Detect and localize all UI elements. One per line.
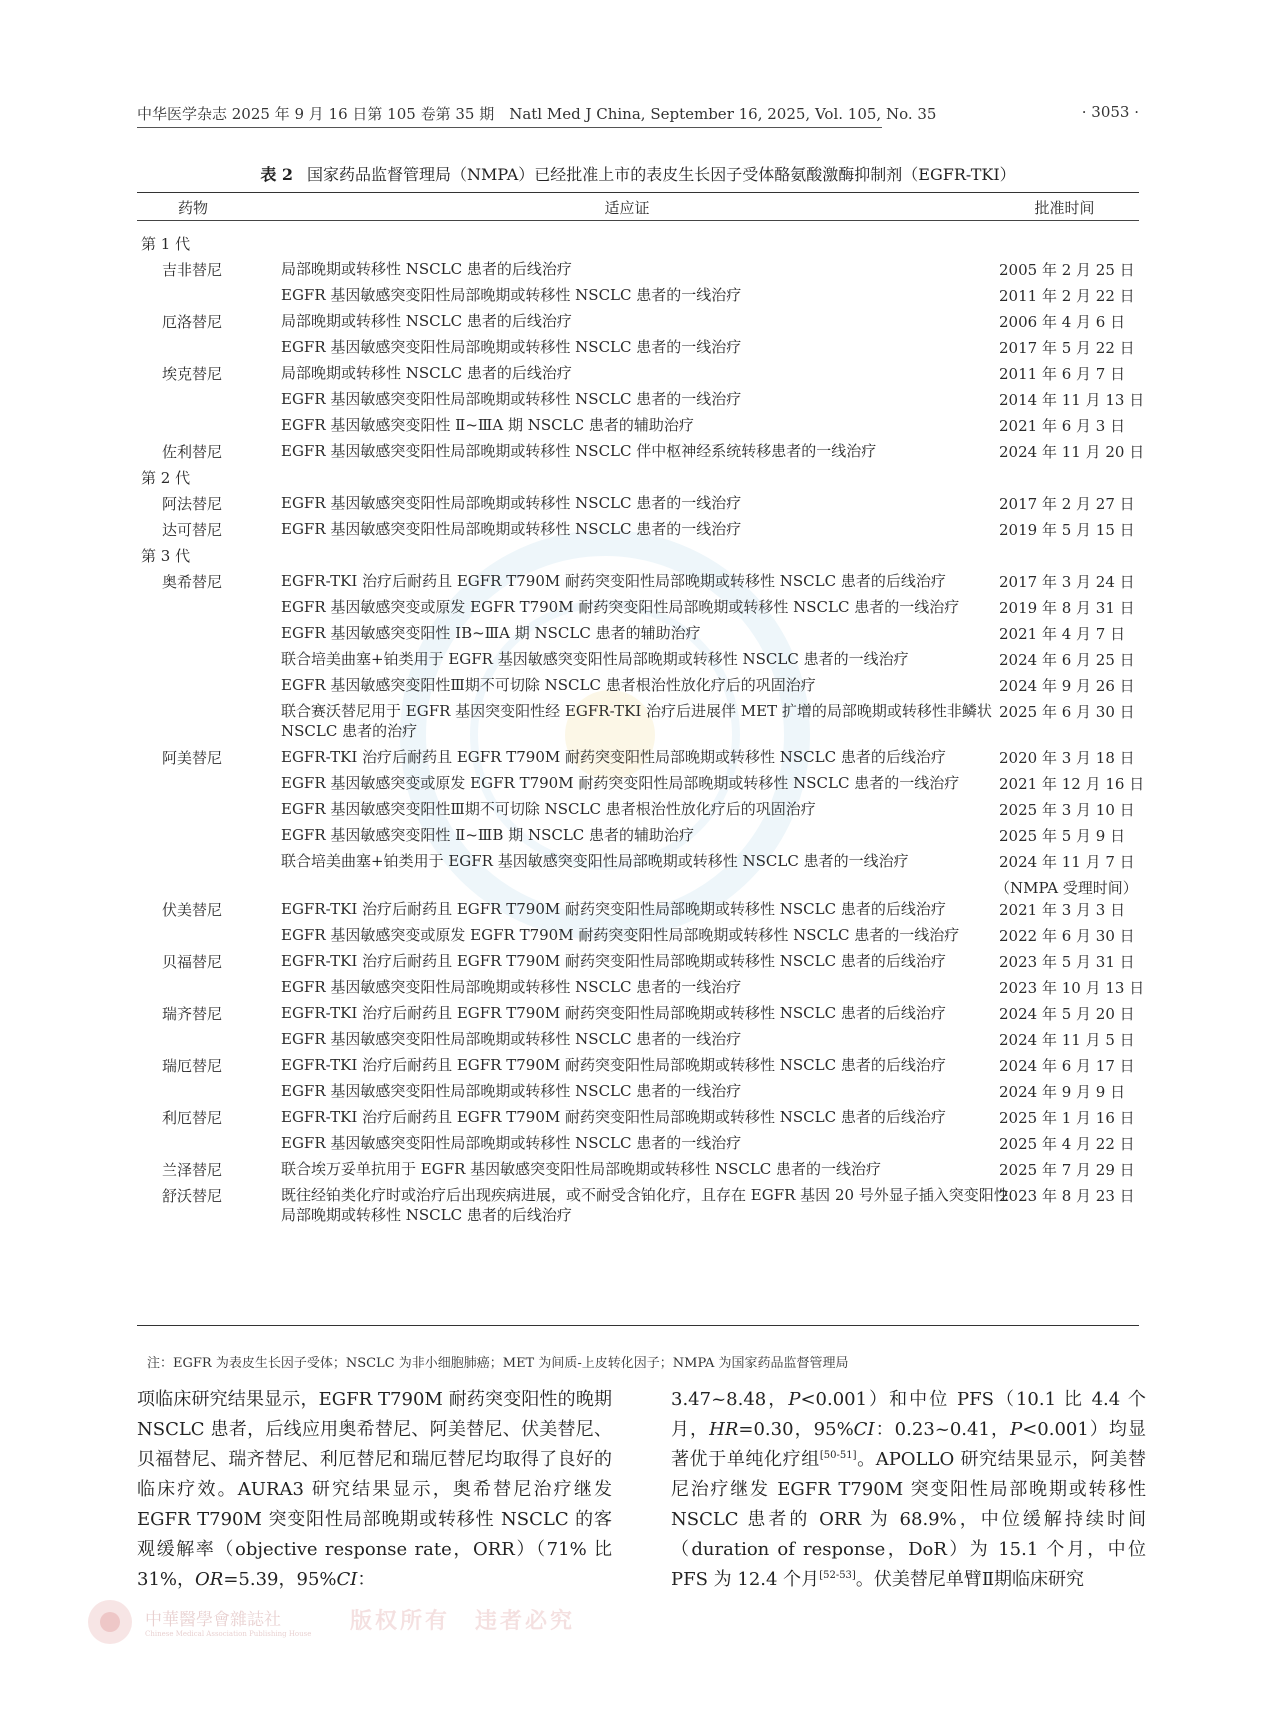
approval-date: 2019 年 8 月 31 日: [999, 599, 1135, 617]
approval-date: 2021 年 3 月 3 日: [999, 901, 1126, 919]
drug-name: 奥希替尼: [162, 573, 223, 591]
indication: 局部晚期或转移性 NSCLC 患者的后线治疗: [281, 312, 572, 330]
citation-ref: [52-53]: [819, 1570, 856, 1581]
approval-date: 2024 年 9 月 9 日: [999, 1083, 1126, 1101]
drug-name: 佐利替尼: [162, 443, 223, 461]
indication: 联合埃万妥单抗用于 EGFR 基因敏感突变阳性局部晚期或转移性 NSCLC 患者的一线治疗: [281, 1160, 882, 1178]
generation-label: 第 3 代: [141, 547, 191, 565]
drug-name: 阿法替尼: [162, 495, 223, 513]
body-column-left: 项临床研究结果显示，EGFR T790M 耐药突变阳性的晚期 NSCLC 患者，后线应用奥希替尼、阿美替尼、伏美替尼、贝福替尼、瑞齐替尼、利厄替尼和瑞厄替尼均取得了良好的临床疗效。AURA3 研究结果显示，奥希替尼治疗继发 EGFR T790M 突变阳性局部晚期或转移性 NSCLC 的客观缓解率（objective response rate，ORR）（71% 比 31%，OR=5.39，95%CI：: [137, 1389, 612, 1590]
drug-name: 厄洛替尼: [162, 313, 223, 331]
indication: EGFR-TKI 治疗后耐药且 EGFR T790M 耐药突变阳性局部晚期或转移性 NSCLC 患者的后线治疗: [281, 1108, 946, 1126]
generation-label: 第 2 代: [141, 469, 191, 487]
journal-citation: 中华医学杂志 2025 年 9 月 16 日第 105 卷第 35 期 Natl Med J China, September 16, 2025, Vol. 105, No. 35: [137, 105, 937, 123]
indication: EGFR-TKI 治疗后耐药且 EGFR T790M 耐药突变阳性局部晚期或转移性 NSCLC 患者的后线治疗: [281, 572, 946, 590]
indication: 局部晚期或转移性 NSCLC 患者的后线治疗: [281, 260, 572, 278]
approval-date: 2025 年 4 月 22 日: [999, 1135, 1135, 1153]
indication: EGFR 基因敏感突变阳性局部晚期或转移性 NSCLC 患者的一线治疗: [281, 286, 742, 304]
table-header: [137, 193, 1139, 220]
drug-table: [137, 192, 1145, 1316]
approval-date: 2014 年 11 月 13 日: [999, 391, 1145, 409]
indication: EGFR 基因敏感突变阳性局部晚期或转移性 NSCLC 患者的一线治疗: [281, 1082, 742, 1100]
table-footnote: 注：EGFR 为表皮生长因子受体；NSCLC 为非小细胞肺癌；MET 为间质-上皮转化因子；NMPA 为国家药品监督管理局: [147, 1356, 849, 1371]
indication: EGFR 基因敏感突变阳性局部晚期或转移性 NSCLC 患者的一线治疗: [281, 494, 742, 512]
approval-date: 2024 年 11 月 20 日: [999, 443, 1145, 461]
drug-name: 舒沃替尼: [162, 1187, 223, 1205]
indication: EGFR 基因敏感突变阳性Ⅲ期不可切除 NSCLC 患者根治性放化疗后的巩固治疗: [281, 676, 816, 694]
copyright-slogan: 版权所有 违者必究: [350, 1608, 576, 1634]
drug-name: 伏美替尼: [162, 901, 223, 919]
publisher-logo-icon: [88, 1600, 132, 1644]
indication: 联合培美曲塞+铂类用于 EGFR 基因敏感突变阳性局部晚期或转移性 NSCLC 患者的一线治疗: [281, 852, 909, 870]
drug-name: 利厄替尼: [162, 1109, 223, 1127]
drug-name: 阿美替尼: [162, 749, 223, 767]
body-column-right: 3.47~8.48，P<0.001）和中位 PFS（10.1 比 4.4 个月，HR=0.30，95%CI：0.23~0.41，P<0.001）均显著优于单纯化疗组[50-51]。APOLLO 研究结果显示，阿美替尼治疗继发 EGFR T790M 突变阳性局部晚期或转移性 NSCLC 患者的 ORR 为 68.9%，中位缓解持续时间（duration of response，DoR）为 15.1 个月，中位 PFS 为 12.4 个月[52-53]。伏美替尼单臂Ⅱ期临床研究: [671, 1389, 1146, 1590]
approval-date: 2024 年 11 月 5 日: [999, 1031, 1135, 1049]
approval-date: 2024 年 11 月 7 日: [999, 853, 1135, 871]
approval-date: 2025 年 3 月 10 日: [999, 801, 1135, 819]
indication: EGFR 基因敏感突变阳性局部晚期或转移性 NSCLC 伴中枢神经系统转移患者的一线治疗: [281, 442, 877, 460]
approval-date: 2017 年 5 月 22 日: [999, 339, 1135, 357]
column-header-indication: 适应证: [604, 199, 650, 217]
indication: EGFR 基因敏感突变阳性 Ⅱ~ⅢB 期 NSCLC 患者的辅助治疗: [281, 826, 695, 844]
column-header-date: 批准时间: [1034, 199, 1095, 217]
publisher-name: 中華醫學會雜誌社: [145, 1610, 281, 1630]
drug-name: 达可替尼: [162, 521, 223, 539]
indication: EGFR 基因敏感突变阳性局部晚期或转移性 NSCLC 患者的一线治疗: [281, 390, 742, 408]
indication: EGFR 基因敏感突变或原发 EGFR T790M 耐药突变阳性局部晚期或转移性 NSCLC 患者的一线治疗: [281, 598, 960, 616]
indication: EGFR 基因敏感突变阳性局部晚期或转移性 NSCLC 患者的一线治疗: [281, 1134, 742, 1152]
column-header-drug: 药物: [177, 199, 208, 217]
approval-date: 2019 年 5 月 15 日: [999, 521, 1135, 539]
approval-date: 2021 年 6 月 3 日: [999, 417, 1126, 435]
indication: EGFR 基因敏感突变阳性局部晚期或转移性 NSCLC 患者的一线治疗: [281, 338, 742, 356]
approval-date-note: （NMPA 受理时间）: [995, 879, 1138, 897]
approval-date: 2011 年 2 月 22 日: [999, 287, 1135, 305]
approval-date: 2017 年 2 月 27 日: [999, 495, 1135, 513]
publisher-name-en: Chinese Medical Association Publishing House: [145, 1630, 312, 1638]
approval-date: 2021 年 12 月 16 日: [999, 775, 1145, 793]
approval-date: 2005 年 2 月 25 日: [999, 261, 1135, 279]
header-rule: [137, 127, 882, 128]
indication: EGFR-TKI 治疗后耐药且 EGFR T790M 耐药突变阳性局部晚期或转移性 NSCLC 患者的后线治疗: [281, 952, 946, 970]
indication: EGFR-TKI 治疗后耐药且 EGFR T790M 耐药突变阳性局部晚期或转移性 NSCLC 患者的后线治疗: [281, 1004, 946, 1022]
approval-date: 2025 年 7 月 29 日: [999, 1161, 1135, 1179]
approval-date: 2025 年 5 月 9 日: [999, 827, 1126, 845]
page-number: · 3053 ·: [1081, 103, 1139, 121]
indication: EGFR 基因敏感突变阳性局部晚期或转移性 NSCLC 患者的一线治疗: [281, 520, 742, 538]
approval-date: 2025 年 6 月 30 日: [999, 703, 1135, 721]
drug-name: 吉非替尼: [162, 261, 223, 279]
indication: 局部晚期或转移性 NSCLC 患者的后线治疗: [281, 364, 572, 382]
approval-date: 2021 年 4 月 7 日: [999, 625, 1126, 643]
table-body: [137, 221, 1145, 1316]
indication: EGFR 基因敏感突变阳性 Ⅱ~ⅢA 期 NSCLC 患者的辅助治疗: [281, 416, 694, 434]
indication: 联合培美曲塞+铂类用于 EGFR 基因敏感突变阳性局部晚期或转移性 NSCLC 患者的一线治疗: [281, 650, 909, 668]
drug-name: 瑞齐替尼: [162, 1005, 223, 1023]
drug-name: 埃克替尼: [162, 365, 223, 383]
indication: 联合赛沃替尼用于 EGFR 基因突变阳性经 EGFR-TKI 治疗后进展伴 MET 扩增的局部晚期或转移性非鳞状 NSCLC 患者的治疗: [281, 702, 992, 740]
indication: EGFR-TKI 治疗后耐药且 EGFR T790M 耐药突变阳性局部晚期或转移性 NSCLC 患者的后线治疗: [281, 1056, 946, 1074]
indication: EGFR-TKI 治疗后耐药且 EGFR T790M 耐药突变阳性局部晚期或转移性 NSCLC 患者的后线治疗: [281, 748, 946, 766]
running-head: [137, 103, 1139, 127]
approval-date: 2011 年 6 月 7 日: [999, 365, 1126, 383]
indication: EGFR 基因敏感突变阳性局部晚期或转移性 NSCLC 患者的一线治疗: [281, 978, 742, 996]
indication: 既往经铂类化疗时或治疗后出现疾病进展，或不耐受含铂化疗，且存在 EGFR 基因 20 号外显子插入突变阳性局部晚期或转移性 NSCLC 患者的后线治疗: [281, 1186, 1009, 1224]
approval-date: 2024 年 6 月 25 日: [999, 651, 1135, 669]
citation-ref: [50-51]: [819, 1450, 857, 1461]
indication: EGFR 基因敏感突变或原发 EGFR T790M 耐药突变阳性局部晚期或转移性 NSCLC 患者的一线治疗: [281, 926, 960, 944]
approval-date: 2023 年 8 月 23 日: [999, 1187, 1135, 1205]
drug-name: 瑞厄替尼: [162, 1057, 223, 1075]
generation-label: 第 1 代: [141, 235, 191, 253]
indication: EGFR 基因敏感突变或原发 EGFR T790M 耐药突变阳性局部晚期或转移性 NSCLC 患者的一线治疗: [281, 774, 960, 792]
drug-name: 贝福替尼: [162, 953, 223, 971]
indication: EGFR 基因敏感突变阳性局部晚期或转移性 NSCLC 患者的一线治疗: [281, 1030, 742, 1048]
indication: EGFR-TKI 治疗后耐药且 EGFR T790M 耐药突变阳性局部晚期或转移性 NSCLC 患者的后线治疗: [281, 900, 946, 918]
approval-date: 2017 年 3 月 24 日: [999, 573, 1135, 591]
approval-date: 2024 年 6 月 17 日: [999, 1057, 1135, 1075]
approval-date: 2020 年 3 月 18 日: [999, 749, 1135, 767]
table-title: 国家药品监督管理局（NMPA）已经批准上市的表皮生长因子受体酪氨酸激酶抑制剂（EGFR-TKI）: [307, 165, 1016, 184]
indication: EGFR 基因敏感突变阳性Ⅲ期不可切除 NSCLC 患者根治性放化疗后的巩固治疗: [281, 800, 816, 818]
approval-date: 2023 年 5 月 31 日: [999, 953, 1135, 971]
approval-date: 2025 年 1 月 16 日: [999, 1109, 1135, 1127]
approval-date: 2024 年 5 月 20 日: [999, 1005, 1135, 1023]
approval-date: 2022 年 6 月 30 日: [999, 927, 1135, 945]
approval-date: 2024 年 9 月 26 日: [999, 677, 1135, 695]
table-label: 表 2: [260, 165, 294, 184]
table-bottom-rule: [137, 1325, 1139, 1326]
indication: EGFR 基因敏感突变阳性 ⅠB~ⅢA 期 NSCLC 患者的辅助治疗: [281, 624, 701, 642]
drug-name: 兰泽替尼: [162, 1161, 223, 1179]
approval-date: 2006 年 4 月 6 日: [999, 313, 1126, 331]
table-caption: [137, 162, 1139, 185]
approval-date: 2023 年 10 月 13 日: [999, 979, 1145, 997]
